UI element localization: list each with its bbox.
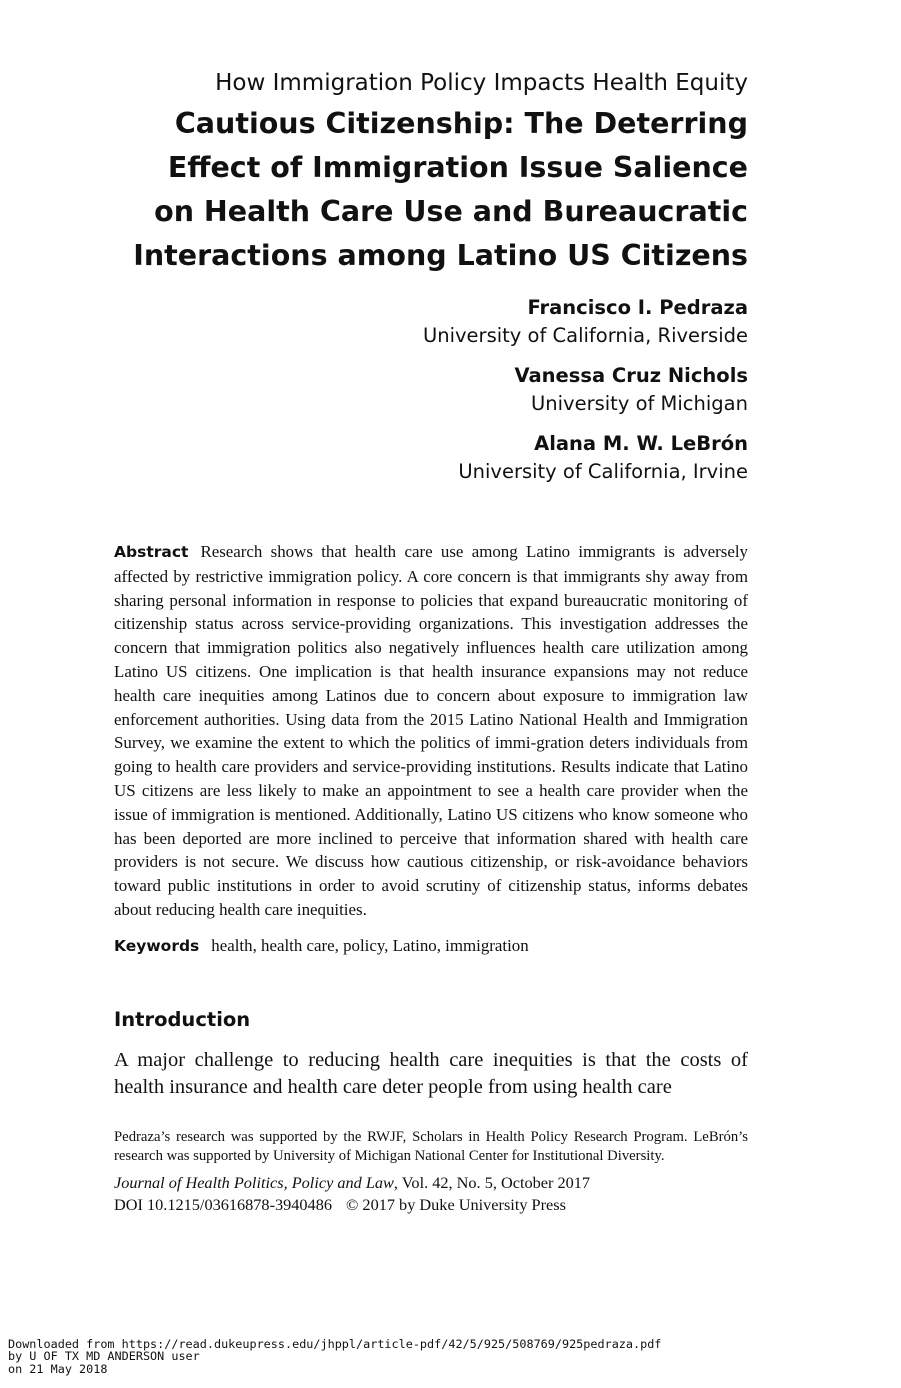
keywords bbox=[114, 934, 748, 958]
introduction-text: A major challenge to reducing health care inequities is that the costs of health insurance and health care deter people from using health care bbox=[114, 1049, 748, 1098]
author-name: Vanessa Cruz Nichols bbox=[514, 364, 748, 387]
section-heading: How Immigration Policy Impacts Health Equity bbox=[215, 70, 748, 96]
download-notice bbox=[8, 1338, 661, 1375]
title-line: Cautious Citizenship: The Deterring bbox=[174, 107, 748, 140]
journal-volume: , Vol. 42, No. 5, October 2017 bbox=[393, 1173, 591, 1192]
copyright: © 2017 by Duke University Press bbox=[345, 1195, 566, 1214]
author-block bbox=[114, 430, 748, 486]
journal-info bbox=[114, 1172, 748, 1216]
abstract-label: Abstract bbox=[114, 543, 189, 561]
author-affiliation: University of California, Riverside bbox=[422, 324, 748, 347]
author-name: Francisco I. Pedraza bbox=[527, 296, 748, 319]
author-name: Alana M. W. LeBrón bbox=[534, 432, 748, 455]
article-header bbox=[114, 66, 748, 278]
author-affiliation: University of Michigan bbox=[531, 392, 748, 415]
doi: DOI 10.1215/03616878-3940486 bbox=[114, 1195, 332, 1214]
author-block bbox=[114, 294, 748, 350]
article-title bbox=[114, 102, 748, 278]
introduction-heading: Introduction bbox=[114, 1008, 251, 1031]
author-block bbox=[114, 362, 748, 418]
abstract-text: Research shows that health care use among Latino immigrants is adversely affected by restrictive immigration policy. A core concern is that immigrants shy away from sharing personal information in response to policies that expand bureaucratic monitoring of citizenship status across service-providing organizations. This investigation addresses the concern that immigration politics also negatively influences health care utilization among Latino US citizens. One implication is that health insurance expansions may not reduce health care inequities among Latinos due to concern about exposure to immigration law enforcement authorities. Using data from the 2015 Latino National Health and Immigration Survey, we examine the extent to which the politics of immi-gration deters individuals from going to health care providers and service-providing institutions. Results indicate that Latino US citizens are less likely to make an appointment to see a health care provider when the issue of immigration is mentioned. Additionally, Latino US citizens who know someone who has been deported are more inclined to perceive that information shared with health care providers is not secure. We discuss how cautious citizenship, or risk-avoidance behaviors toward public institutions in order to avoid scrutiny of citizenship status, informs debates about reducing health care inequities. bbox=[114, 542, 748, 919]
keywords-text: health, health care, policy, Latino, immigration bbox=[211, 936, 529, 955]
author-affiliation: University of California, Irvine bbox=[458, 460, 748, 483]
journal-name: Journal of Health Politics, Policy and Law bbox=[114, 1173, 394, 1192]
keywords-label: Keywords bbox=[114, 937, 200, 955]
download-line: Downloaded from https://read.dukeupress.edu/jhppl/article-pdf/42/5/925/508769/925pedraza.pdf bbox=[8, 1337, 662, 1351]
download-line: by U OF TX MD ANDERSON user bbox=[8, 1349, 200, 1364]
author-list bbox=[114, 294, 748, 498]
download-line: on 21 May 2018 bbox=[8, 1361, 108, 1376]
title-line: Interactions among Latino US Citizens bbox=[133, 239, 748, 272]
funding-footnote: Pedraza’s research was supported by the RWJF, Scholars in Health Policy Research Program. LeBrón’s research was supported by University of Michigan National Center for Institutional Diversity. bbox=[114, 1129, 748, 1164]
title-line: on Health Care Use and Bureaucratic bbox=[154, 195, 748, 228]
title-line: Effect of Immigration Issue Salience bbox=[167, 151, 748, 184]
abstract bbox=[114, 540, 748, 922]
